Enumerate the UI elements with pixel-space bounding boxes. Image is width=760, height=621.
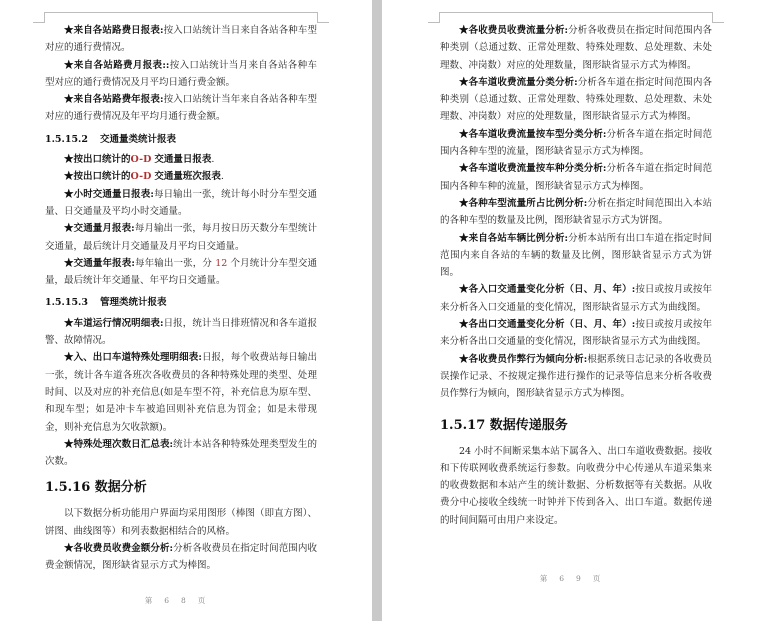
item-label: ★来自各站车辆比例分析: [459, 232, 569, 244]
page-number-suffix: 页 [197, 595, 218, 605]
paragraph [440, 316, 712, 351]
item-label: 交通量日报表 [154, 154, 212, 166]
item-label: ★各入口交通量变化分析（日、月、年）: [459, 284, 636, 296]
item-label: ★来自各站路费日报表: [64, 25, 164, 36]
item-label: ★各车道收费流量按车型分类分析: [459, 128, 607, 140]
heading-number: 1.5.16 [45, 480, 91, 496]
page-gap [372, 0, 382, 621]
item-text: 分析各收费员在指定时间范围内收费金额情况，图形缺省显示方式为棒图。 [45, 543, 317, 572]
item-text: 按入口站统计当日来自各站各种车型对应的通行费情况。 [45, 25, 317, 54]
page-number-value: 69 [559, 574, 593, 584]
paragraph [45, 315, 317, 350]
crop-mark [33, 22, 45, 23]
crop-mark [317, 22, 329, 23]
paragraph [440, 74, 712, 126]
paragraph [45, 151, 317, 168]
item-label: ★各种车型流量所占比例分析: [459, 197, 588, 209]
heading-number: 1.5.17 [440, 417, 486, 433]
item-label: ★入、出口车道特殊处理明细表: [64, 352, 202, 364]
item-label: ★特殊处理次数日汇总表: [64, 438, 174, 450]
item-label: ★来自各站路费年报表: [64, 94, 164, 106]
item-label: ★各收费员收费金额分析: [64, 543, 174, 555]
item-text: 每日输出一张，统计每小时分车型交通量、日交通量及平均小时交通量。 [45, 188, 317, 217]
item-text: 每月输出一张，每月按日历天数分车型统计交通量，最后统计月交通量及月平均日交通量。 [45, 223, 317, 252]
item-text: 统计本站各种特殊处理类型发生的次数。 [45, 438, 317, 468]
page-number [440, 573, 712, 585]
paragraph [45, 349, 317, 435]
item-text: 日报，统计当日排班情况和各车道报警、故障情况。 [45, 317, 317, 347]
item-label: ★各出口交通量变化分析（日、月、年）: [459, 319, 636, 331]
item-label: ★车道运行情况明细表: [64, 317, 164, 329]
item-label-od: O-D [130, 171, 152, 183]
paragraph [45, 540, 317, 575]
page-number-value: 68 [164, 595, 198, 605]
crop-mark [428, 22, 440, 23]
paragraph [45, 91, 317, 126]
item-label: ★各收费员作弊行为倾向分析: [459, 353, 588, 365]
page-body [440, 0, 712, 599]
heading-title: 数据传递服务 [489, 417, 568, 433]
item-text: 每年输出一张，分 [134, 257, 213, 269]
item-text: 按日或按月或按年来分析各入口交通量的变化情况，图形缺省显示方式为曲线图。 [440, 284, 712, 313]
item-text: . [211, 154, 215, 166]
paragraph [440, 160, 712, 195]
paragraph: 24 小时不间断采集本站下属各入、出口车道收费数据。接收和下传联网收费系统运行参数。向收费分中心传递从车道采集来的收费数据和本站产生的统计数据、分析数据等有关数据。从收费分中心接收全线统一时钟并下传到各入、出口车道。数据传递的时间间隔可由用户来设定。 [440, 445, 712, 526]
item-text: 按入口站统计当月来自各站各种车型对应的通行费情况及月平均日通行费金额。 [45, 59, 317, 88]
subsection-heading [45, 131, 317, 148]
item-text: 日报，每个收费站每日输出一张，统计各车道各班次各收费员的各种特殊处理的类型、处理时间、以及对应的补充信息(如是车型不符，补充信息为原车型、和现车型；如是冲卡车被追回则补充信息为罚金；如是未带现金，则补充信息为欠收款额)。 [45, 352, 317, 433]
section-heading [45, 479, 317, 497]
paragraph [45, 186, 317, 221]
document-page-68 [0, 0, 372, 621]
paragraph [45, 168, 317, 185]
item-text: 按日或按月或按年来分析各出口交通量的变化情况，图形缺省显示方式为曲线图。 [440, 319, 712, 348]
paragraph [45, 436, 317, 471]
item-text: 分析各车道在指定时间范围内各种车型的流量，图形缺省显示方式为棒图。 [440, 128, 712, 158]
heading-title: 管理类统计报表 [99, 297, 167, 309]
item-label-od: O-D [130, 154, 152, 166]
paragraph [440, 195, 712, 230]
page-number-prefix: 第 [539, 574, 560, 584]
item-label: ★按出口统计的 [64, 171, 131, 183]
paragraph [440, 230, 712, 282]
heading-number: 1.5.15.3 [45, 297, 88, 309]
page-number-prefix: 第 [144, 595, 165, 605]
heading-title: 交通量类统计报表 [99, 133, 176, 145]
item-text: 根据系统日志记录的各收费员误操作记录、不按规定操作进行操作的记录等信息来分析各收费员作弊行为倾向，图形缺省显示方式为棒图。 [440, 353, 712, 400]
paragraph [440, 22, 712, 74]
paragraph [45, 22, 317, 57]
subsection-heading [45, 294, 317, 311]
page-number-suffix: 页 [592, 574, 613, 584]
item-text: 分析各收费员在指定时间范围内各种类别（总通过数、正常处理数、特殊处理数、总处理数、未处理数、冲岗数）对应的处理数量，图形缺省显示方式为棒图。 [440, 25, 712, 71]
heading-number: 1.5.15.2 [45, 133, 88, 145]
item-label: ★各车道收费流量按车种分类分析: [459, 163, 607, 175]
paragraph [440, 126, 712, 161]
item-label: ★各收费员收费流量分析: [459, 25, 569, 36]
document-page-69 [382, 0, 760, 621]
crop-mark [712, 22, 724, 23]
item-text: 分析各车道在指定时间范围内各种类别（总通过数、正常处理数、特殊处理数、总处理数、未处理数、冲岗数）对应的处理数量，图形缺省显示方式为棒图。 [440, 76, 712, 123]
item-label: ★来自各站路费月报表:: [64, 59, 170, 71]
item-label: ★按出口统计的 [64, 154, 131, 166]
item-label: 交通量班次报表 [154, 171, 221, 183]
page-number [45, 595, 317, 607]
item-text: 分析在指定时间范围出入本站的各种车型的数量及比例，图形缺省显示方式为饼图。 [440, 197, 712, 227]
item-label: ★交通量月报表: [64, 223, 135, 235]
paragraph [45, 220, 317, 255]
paragraph [440, 281, 712, 316]
item-label: ★交通量年报表: [64, 257, 135, 269]
item-text: 按入口站统计当年来自各站各种车型对应的通行费情况及年平均月通行费金额。 [45, 94, 317, 123]
heading-title: 数据分析 [94, 480, 147, 496]
item-label: ★小时交通量日报表: [64, 188, 154, 200]
item-label: ★各车道收费流量分类分析: [459, 76, 578, 88]
item-text: 分析本站所有出口车道在指定时间范围内来自各站的车辆的数量及比例，图形缺省显示方式为饼图。 [440, 232, 712, 279]
item-text: . [220, 171, 224, 183]
item-text: 个月统计分车型交通量，最后统计年交通量、年平均日交通量。 [45, 257, 317, 287]
page-body [45, 0, 317, 621]
section-heading [440, 417, 712, 435]
item-number: 12 [215, 257, 228, 269]
paragraph [45, 255, 317, 290]
paragraph [440, 351, 712, 403]
paragraph [45, 57, 317, 92]
crop-mark [317, 12, 318, 22]
paragraph: 以下数据分析功能用户界面均采用图形（棒图（即直方图）、饼图、曲线图等）和列表数据相结合的风格。 [45, 508, 317, 537]
crop-mark [712, 12, 713, 22]
item-text: 分析各车道在指定时间范围内各种车种的流量，图形缺省显示方式为棒图。 [440, 163, 712, 192]
